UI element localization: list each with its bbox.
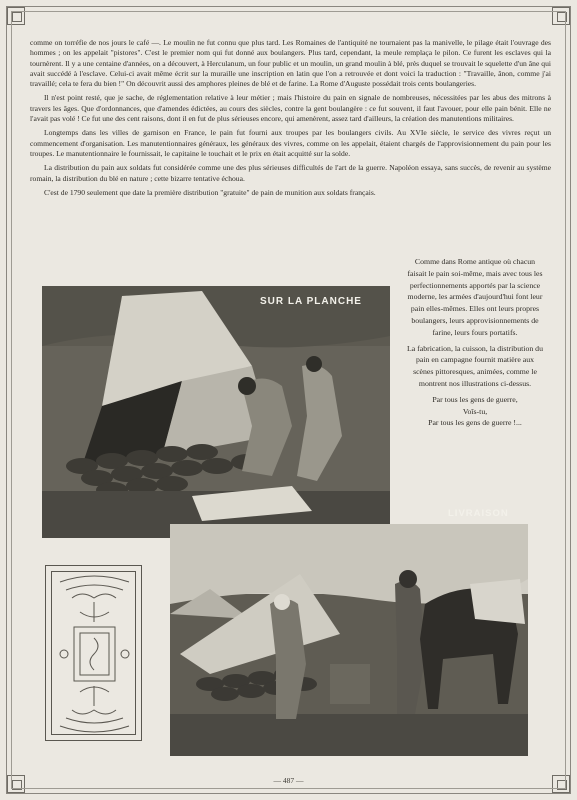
ornament-inner-frame	[51, 571, 136, 735]
paragraph: La distribution du pain aux soldats fut considérée comme une des plus sérieuses difficultés de l'art de la guerre. Napoléon essaya, sans succès, de revenir au système romain, la distribution du blé en nature ; cette bizarre tentative échoua.	[30, 163, 551, 183]
photo-caption-livraison: LIVRAISON	[448, 508, 509, 519]
page-number: — 487 —	[273, 776, 304, 785]
photo-livraison	[170, 524, 528, 756]
verse-line: Par tous les gens de guerre !...	[428, 418, 522, 428]
art-nouveau-ornament-icon	[52, 572, 137, 736]
decorative-ornament-panel	[45, 565, 142, 741]
paragraph: Il n'est point resté, que je sache, de réglementation relative à leur métier ; mais l'histoire du pain en signale de nombreuses, nécessitées par les abus des mitrons à travers les âges. Que d'ordonnances, que d'amendes édictées, au cours des siècles, contre la gent boulangère : ce fut souvent, il faut l'avouer, pour elle pain bénit. Elle ne l'avait pas volé ! Ce fut une des cent raisons, dont il en fut de plus sérieuses encore, qui amenèrent, assez tard d'ailleurs, la création des manutentions militaires.	[30, 93, 551, 124]
verse-line: Voîs-tu,	[462, 406, 488, 416]
photo-livraison-illustration	[170, 524, 528, 756]
paragraph: Longtemps dans les villes de garnison en France, le pain fut fourni aux troupes par les boulangers civils. Au XVIe siècle, le service des vivres reçut un commencement d'organisation. Les manutentionnaires généraux, les généraux des vivres, comme on les appelait, étaient chargés de l'approvisionnement du pain pour les troupes. Le manutentionnaire le fournissait, le capitaine le touchait et le prix en était acquitté sur la solde.	[30, 128, 551, 158]
photo-caption-sur-la-planche: SUR LA PLANCHE	[260, 296, 362, 307]
paragraph: C'est de 1790 seulement que date la première distribution "gratuite" de pain de munition aux soldats français.	[44, 187, 376, 197]
paragraph: comme on torréfie de nos jours le café —. Le moulin ne fut connu que plus tard. Les Romaines de l'antiquité ne tournaient pas la manivelle, le pilage était l'ouvrage des hommes ; on les appelait "pistores". C'est le premier nom qui fut donné aux boulangers. Plus tard, cependant, la meule remplaça le pilon. Ce furent les esclaves qui la tournèrent. Il y a une centaine d'années, on a découvert, à Herculanum, un four public et un moulin, un grand moulin à blé, près duquel se trouvait le squelette d'un âne qui avait succédé à l'esclave. Celui-ci avait même écrit sur la muraille une inscription en latin que l'on a retrouvée et dont voici la traduction : "Travaille, ânon, comme j'ai travaillé; cela te fera du bien !" On découvrit aussi des amphores pleines de blé et de farine. La Rome d'Auguste possédait trois cents boulangeries.	[30, 38, 551, 89]
verse-line: Par tous les gens de guerre,	[432, 394, 518, 404]
photo-sur-la-planche-illustration	[42, 286, 390, 538]
sidebar-text	[405, 256, 545, 429]
article-body	[30, 38, 551, 202]
photo-sur-la-planche	[42, 286, 390, 538]
paragraph: Comme dans Rome antique où chacun faisait le pain soi-même, mais avec tous les perfectionnements apportés par la science moderne, les armées d'aujourd'hui font leur pain elles-mêmes. Elles ont leurs propres boulangers, leurs approvisionnements de farine, leurs fours portatifs.	[407, 257, 543, 337]
paragraph: La fabrication, la cuisson, la distribution du pain en campagne fournit matière aux scènes pittoresques, animées, comme le montrent nos illustrations ci-dessus.	[407, 343, 543, 388]
